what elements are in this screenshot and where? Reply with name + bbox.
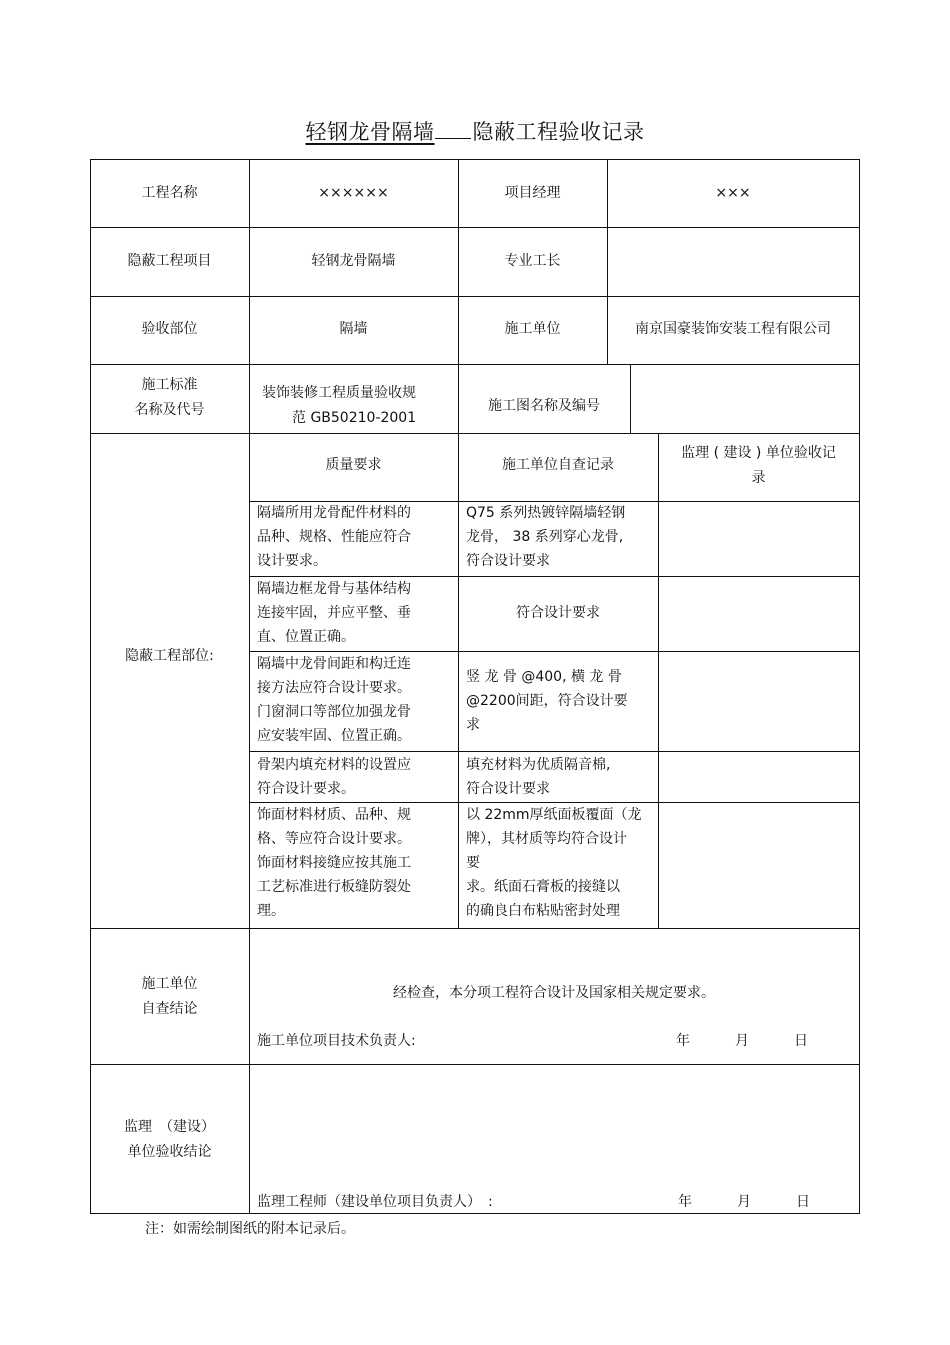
supervisor-conclusion-label-2: 单位验收结论 bbox=[127, 1144, 212, 1160]
item-4-quality: 骨架内填充材料的设置应 符合设计要求。 bbox=[257, 757, 411, 797]
header-supervisor-1: 监理 ( 建设 ) 单位验收记 bbox=[681, 445, 836, 461]
supervisor-conclusion-month: 月 bbox=[737, 1194, 751, 1210]
item-5-record: 以 22mm厚纸面板覆面（龙 牌），其材质等均符合设计 要 求。纸面石膏板的接缝以 的确良白布粘贴密封处理 bbox=[466, 807, 642, 919]
document-title bbox=[0, 116, 950, 146]
hidden-section-label: 隐蔽工程部位: bbox=[125, 648, 214, 664]
title-part-2: 隐蔽工程验收记录 bbox=[472, 120, 645, 144]
item-2-quality: 隔墙边框龙骨与基体结构 连接牢固，并应平整、垂 直、位置正确。 bbox=[257, 581, 411, 645]
self-conclusion-text: 经检查，本分项工程符合设计及国家相关规定要求。 bbox=[393, 985, 715, 1001]
self-conclusion-month: 月 bbox=[735, 1033, 749, 1049]
standard-value-1: 装饰装修工程质量验收规 bbox=[262, 385, 416, 401]
self-conclusion-label-1: 施工单位 bbox=[141, 976, 198, 992]
manager-label: 项目经理 bbox=[504, 185, 561, 201]
project-name-value: ×××××× bbox=[318, 185, 389, 201]
supervisor-conclusion-signer: 监理工程师（建设单位项目负责人） : bbox=[257, 1194, 493, 1210]
item-1-record: Q75 系列热镀锌隔墙轻钢 龙骨， 38 系列穿心龙骨, 符合设计要求 bbox=[466, 505, 626, 569]
accept-part-label: 验收部位 bbox=[141, 321, 198, 337]
standard-label-1: 施工标准 bbox=[141, 377, 198, 393]
item-4-record: 填充材料为优质隔音棉, 符合设计要求 bbox=[466, 757, 611, 797]
hidden-item-value: 轻钢龙骨隔墙 bbox=[311, 253, 396, 269]
header-quality: 质量要求 bbox=[325, 457, 382, 473]
foreman-label: 专业工长 bbox=[504, 253, 561, 269]
accept-part-value: 隔墙 bbox=[339, 321, 368, 337]
project-name-label: 工程名称 bbox=[141, 185, 198, 201]
title-part-1: 轻钢龙骨隔墙 bbox=[305, 120, 435, 144]
item-2-record: 符合设计要求 bbox=[516, 605, 600, 621]
manager-value: ××× bbox=[715, 185, 751, 201]
hidden-item-label: 隐蔽工程项目 bbox=[127, 253, 212, 269]
footnote: 注：如需绘制图纸的附本记录后。 bbox=[145, 1221, 355, 1237]
contractor-label: 施工单位 bbox=[504, 321, 561, 337]
self-conclusion-day: 日 bbox=[794, 1033, 808, 1049]
self-conclusion-year: 年 bbox=[676, 1033, 690, 1049]
item-3-quality: 隔墙中龙骨间距和构迁连 接方法应符合设计要求。 门窗洞口等部位加强龙骨 应安装牢固、位置正确。 bbox=[257, 656, 411, 744]
self-conclusion-label-2: 自查结论 bbox=[141, 1001, 198, 1017]
title-blank bbox=[435, 120, 471, 139]
header-supervisor-2: 录 bbox=[751, 470, 766, 486]
supervisor-conclusion-label-1: 监理 （建设） bbox=[124, 1119, 215, 1135]
standard-value-2: 范 GB50210-2001 bbox=[292, 410, 417, 426]
supervisor-conclusion-year: 年 bbox=[678, 1194, 692, 1210]
contractor-value: 南京国豪装饰安装工程有限公司 bbox=[635, 321, 831, 337]
supervisor-conclusion-day: 日 bbox=[796, 1194, 810, 1210]
standard-label-2: 名称及代号 bbox=[134, 402, 205, 418]
item-3-record: 竖 龙 骨 @400, 横 龙 骨 @2200间距，符合设计要 求 bbox=[466, 669, 628, 733]
item-5-quality: 饰面材料材质、品种、规 格、等应符合设计要求。 饰面材料接缝应按其施工 工艺标准进行板缝防裂处 理。 bbox=[257, 807, 411, 919]
self-conclusion-signer: 施工单位项目技术负责人: bbox=[257, 1033, 416, 1049]
header-self-check: 施工单位自查记录 bbox=[502, 457, 614, 473]
item-1-quality: 隔墙所用龙骨配件材料的 品种、规格、性能应符合 设计要求。 bbox=[257, 505, 411, 569]
drawing-label: 施工图名称及编号 bbox=[488, 398, 600, 414]
